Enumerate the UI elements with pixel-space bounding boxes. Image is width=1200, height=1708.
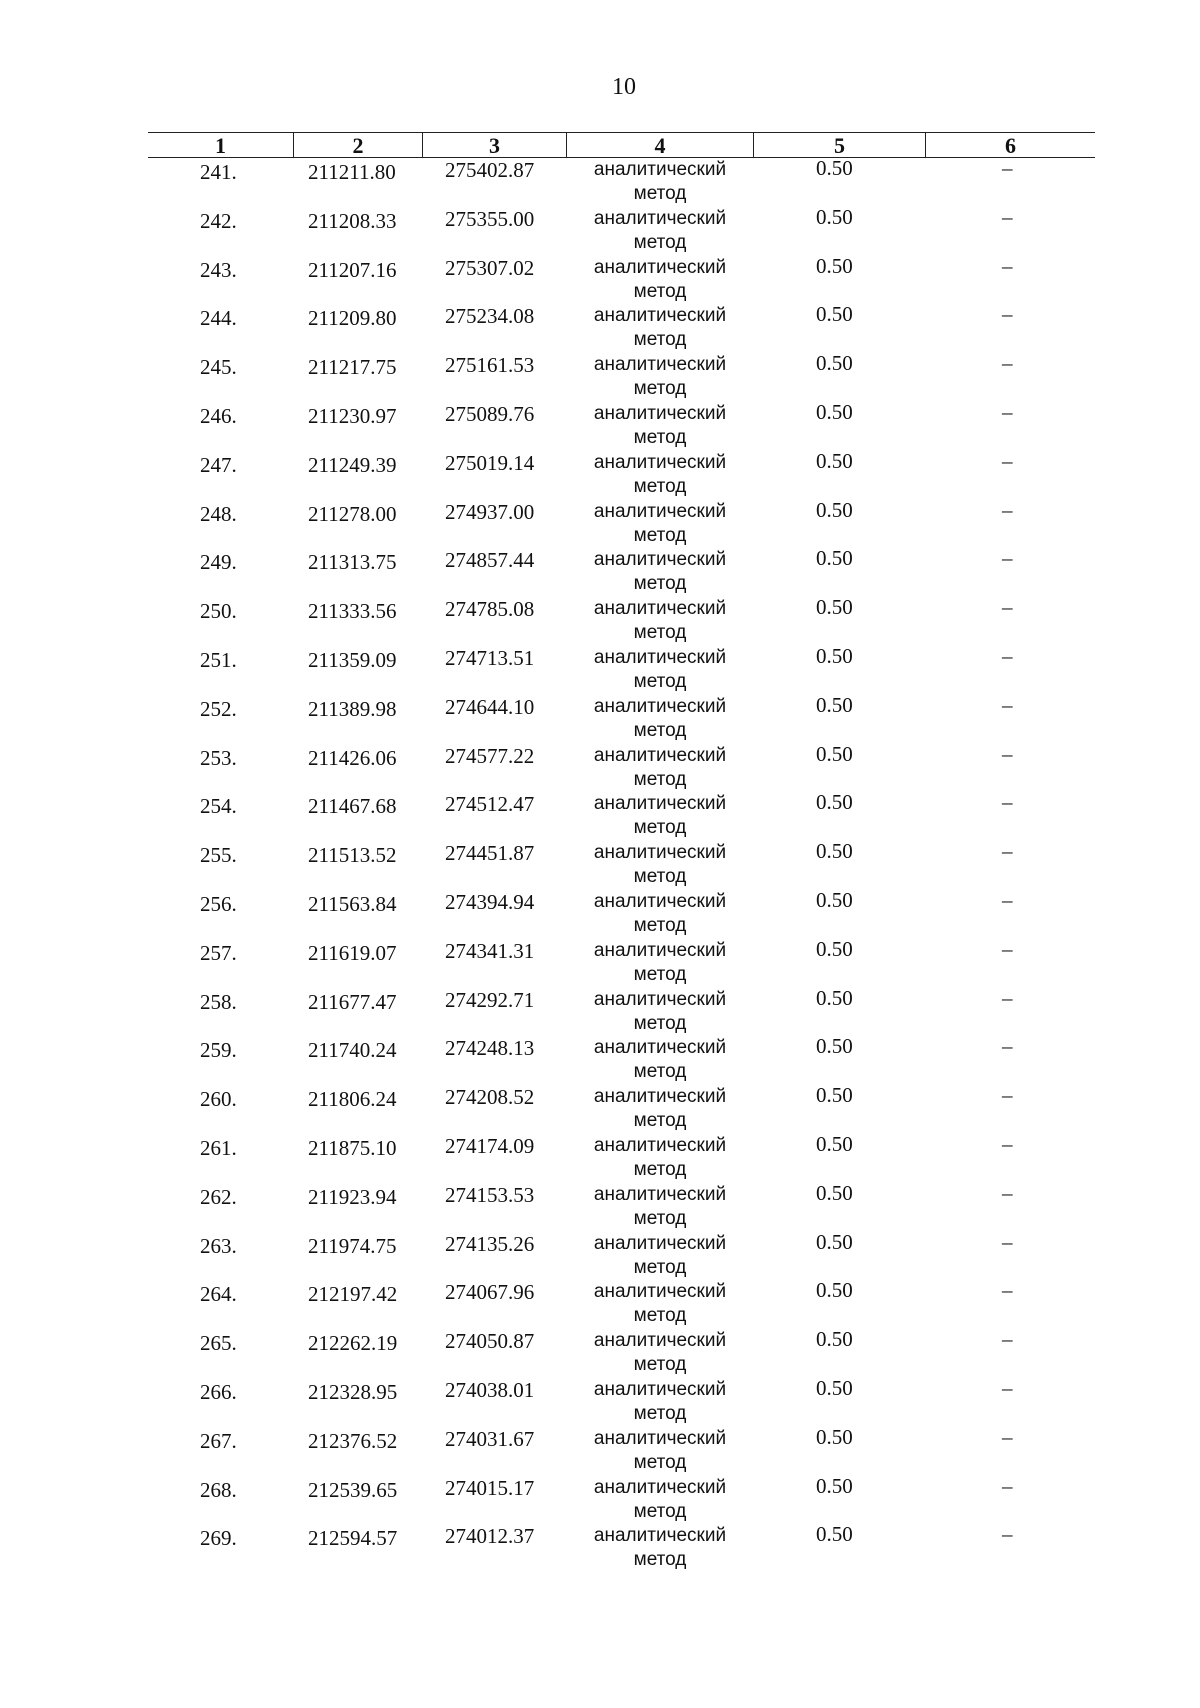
- method-line-1: аналитический: [593, 354, 727, 376]
- note-dash: –: [1002, 546, 1013, 571]
- method-line-1: аналитический: [593, 1134, 727, 1156]
- method-line-1: аналитический: [593, 1427, 727, 1449]
- method-line-2: метод: [633, 866, 687, 888]
- method-line-1: аналитический: [593, 1232, 727, 1254]
- coordinate-y: 275089.76: [445, 401, 535, 426]
- method-line-1: аналитический: [593, 1476, 727, 1498]
- coordinate-y: 274713.51: [445, 645, 535, 670]
- note-dash: –: [1002, 302, 1013, 327]
- method-line-2: метод: [633, 1549, 687, 1571]
- method-line-1: аналитический: [593, 1281, 727, 1303]
- table-row: [0, 302, 1200, 351]
- coordinate-y: 274292.71: [445, 987, 535, 1012]
- coordinate-y: 274341.31: [445, 938, 535, 963]
- method-line-1: аналитический: [593, 842, 727, 864]
- method-cell: [580, 1134, 740, 1182]
- point-number: 248.: [200, 501, 237, 526]
- table-row: [0, 1278, 1200, 1327]
- table-row: [0, 839, 1200, 888]
- coordinate-y: 275355.00: [445, 206, 535, 231]
- accuracy-value: 0.50: [816, 156, 853, 180]
- note-dash: –: [1002, 936, 1013, 961]
- note-dash: –: [1002, 351, 1013, 376]
- table-row: [0, 1132, 1200, 1181]
- coordinate-y: 274174.09: [445, 1133, 535, 1158]
- point-number: 247.: [200, 452, 237, 477]
- method-line-2: метод: [633, 1012, 687, 1034]
- point-number: 246.: [200, 403, 237, 428]
- coordinate-x: 212594.57: [308, 1526, 398, 1551]
- table-row: [0, 254, 1200, 303]
- coordinate-x: 212197.42: [308, 1282, 398, 1307]
- point-number: 256.: [200, 891, 237, 916]
- coordinate-y: 275019.14: [445, 450, 535, 475]
- accuracy-value: 0.50: [816, 741, 853, 766]
- method-line-2: метод: [633, 573, 687, 595]
- coordinate-y: 274785.08: [445, 597, 535, 622]
- header-col-4: 4: [566, 133, 753, 157]
- method-line-2: метод: [633, 719, 687, 741]
- method-cell: [580, 744, 740, 792]
- method-line-1: аналитический: [593, 598, 727, 620]
- table-row: [0, 644, 1200, 693]
- note-dash: –: [1002, 1278, 1013, 1303]
- coordinate-x: 211207.16: [308, 257, 397, 282]
- point-number: 260.: [200, 1087, 237, 1112]
- point-number: 257.: [200, 940, 237, 965]
- method-cell: [580, 353, 740, 401]
- point-number: 253.: [200, 745, 237, 770]
- table-row: [0, 400, 1200, 449]
- point-number: 266.: [200, 1379, 237, 1404]
- accuracy-value: 0.50: [816, 351, 853, 376]
- note-dash: –: [1002, 253, 1013, 278]
- coordinate-y: 275234.08: [445, 304, 535, 329]
- coordinate-y: 274067.96: [445, 1280, 535, 1305]
- coordinate-y: 274644.10: [445, 694, 535, 719]
- table-row: [0, 449, 1200, 498]
- method-cell: [580, 207, 740, 255]
- method-cell: [580, 1085, 740, 1133]
- method-line-1: аналитический: [593, 451, 727, 473]
- method-line-1: аналитический: [593, 988, 727, 1010]
- method-line-1: аналитический: [593, 890, 727, 912]
- method-cell: [580, 988, 740, 1036]
- method-line-2: метод: [633, 475, 687, 497]
- accuracy-value: 0.50: [816, 985, 853, 1010]
- method-line-2: метод: [633, 183, 687, 204]
- coordinate-x: 212376.52: [308, 1428, 398, 1453]
- coordinate-y: 275161.53: [445, 353, 535, 378]
- note-dash: –: [1002, 1131, 1013, 1156]
- method-cell: [580, 1232, 740, 1280]
- method-line-1: аналитический: [593, 159, 727, 180]
- table-row: [0, 790, 1200, 839]
- method-line-2: метод: [633, 1110, 687, 1132]
- accuracy-value: 0.50: [816, 253, 853, 278]
- point-number: 265.: [200, 1331, 237, 1356]
- method-cell: [580, 1183, 740, 1231]
- method-cell: [580, 304, 740, 352]
- note-dash: –: [1002, 1180, 1013, 1205]
- point-number: 264.: [200, 1282, 237, 1307]
- coordinate-x: 211467.68: [308, 794, 397, 819]
- accuracy-value: 0.50: [816, 1375, 853, 1400]
- accuracy-value: 0.50: [816, 839, 853, 864]
- table-header: [148, 132, 1095, 158]
- coordinate-y: 274248.13: [445, 1036, 535, 1061]
- table-row: [0, 1230, 1200, 1279]
- method-line-1: аналитический: [593, 256, 727, 278]
- coordinate-x: 211333.56: [308, 599, 397, 624]
- point-number: 267.: [200, 1428, 237, 1453]
- coordinate-x: 211923.94: [308, 1184, 397, 1209]
- note-dash: –: [1002, 595, 1013, 620]
- method-cell: [580, 1280, 740, 1328]
- table-row: [0, 986, 1200, 1035]
- header-col-5: 5: [753, 133, 925, 157]
- method-line-2: метод: [633, 280, 687, 302]
- point-number: 241.: [200, 160, 237, 184]
- method-line-2: метод: [633, 817, 687, 839]
- note-dash: –: [1002, 1375, 1013, 1400]
- coordinate-x: 211208.33: [308, 208, 397, 233]
- method-cell: [580, 597, 740, 645]
- method-line-2: метод: [633, 1500, 687, 1522]
- method-line-1: аналитический: [593, 1330, 727, 1352]
- table-row: [0, 1425, 1200, 1474]
- point-number: 250.: [200, 599, 237, 624]
- coordinate-y: 274153.53: [445, 1182, 535, 1207]
- coordinate-x: 211389.98: [308, 696, 397, 721]
- point-number: 262.: [200, 1184, 237, 1209]
- method-line-2: метод: [633, 622, 687, 644]
- method-cell: [580, 890, 740, 938]
- header-col-1: 1: [215, 133, 226, 158]
- note-dash: –: [1002, 1424, 1013, 1449]
- coordinate-y: 275307.02: [445, 255, 535, 280]
- method-cell: [580, 500, 740, 548]
- coordinate-x: 211563.84: [308, 891, 397, 916]
- table-row: [0, 205, 1200, 254]
- accuracy-value: 0.50: [816, 1180, 853, 1205]
- method-cell: [580, 646, 740, 694]
- table-row: [0, 1034, 1200, 1083]
- note-dash: –: [1002, 1327, 1013, 1352]
- coordinate-x: 211217.75: [308, 355, 397, 380]
- point-number: 245.: [200, 355, 237, 380]
- point-number: 259.: [200, 1038, 237, 1063]
- accuracy-value: 0.50: [816, 204, 853, 229]
- method-cell: [580, 548, 740, 596]
- coordinate-y: 274031.67: [445, 1426, 535, 1451]
- point-number: 243.: [200, 257, 237, 282]
- note-dash: –: [1002, 1083, 1013, 1108]
- method-line-2: метод: [633, 963, 687, 985]
- coordinate-x: 211209.80: [308, 306, 397, 331]
- coordinate-x: 211359.09: [308, 647, 397, 672]
- table-row: [0, 156, 1200, 205]
- coordinate-y: 274038.01: [445, 1377, 535, 1402]
- coordinate-x: 211249.39: [308, 452, 397, 477]
- method-cell: [580, 841, 740, 889]
- coordinate-x: 211619.07: [308, 940, 397, 965]
- note-dash: –: [1002, 790, 1013, 815]
- coordinate-x: 211806.24: [308, 1087, 397, 1112]
- accuracy-value: 0.50: [816, 1083, 853, 1108]
- coordinate-x: 211230.97: [308, 403, 397, 428]
- coordinate-x: 211974.75: [308, 1233, 397, 1258]
- accuracy-value: 0.50: [816, 790, 853, 815]
- coordinate-x: 212328.95: [308, 1379, 398, 1404]
- note-dash: –: [1002, 1473, 1013, 1498]
- coordinate-y: 274512.47: [445, 792, 535, 817]
- method-line-2: метод: [633, 1354, 687, 1376]
- accuracy-value: 0.50: [816, 1278, 853, 1303]
- point-number: 249.: [200, 550, 237, 575]
- coordinate-x: 211513.52: [308, 843, 397, 868]
- note-dash: –: [1002, 1522, 1013, 1547]
- table-row: [0, 595, 1200, 644]
- method-cell: [580, 1378, 740, 1426]
- method-line-1: аналитический: [593, 305, 727, 327]
- note-dash: –: [1002, 1034, 1013, 1059]
- method-line-2: метод: [633, 378, 687, 400]
- table-row: [0, 351, 1200, 400]
- header-col-6: 6: [925, 133, 1095, 157]
- table-row: [0, 1327, 1200, 1376]
- note-dash: –: [1002, 643, 1013, 668]
- coordinate-y: 274451.87: [445, 841, 535, 866]
- point-number: 255.: [200, 843, 237, 868]
- accuracy-value: 0.50: [816, 692, 853, 717]
- note-dash: –: [1002, 204, 1013, 229]
- method-line-2: метод: [633, 1402, 687, 1424]
- coordinate-x: 211211.80: [308, 160, 396, 184]
- method-cell: [580, 158, 740, 206]
- method-line-1: аналитический: [593, 646, 727, 668]
- point-number: 251.: [200, 647, 237, 672]
- coordinate-y: 274577.22: [445, 743, 535, 768]
- note-dash: –: [1002, 156, 1013, 180]
- note-dash: –: [1002, 692, 1013, 717]
- coordinate-x: 211875.10: [308, 1135, 397, 1160]
- accuracy-value: 0.50: [816, 1131, 853, 1156]
- table-row: [0, 1522, 1200, 1571]
- table-row: [0, 742, 1200, 791]
- table-row: [0, 1181, 1200, 1230]
- coordinate-x: 211278.00: [308, 501, 397, 526]
- method-cell: [580, 939, 740, 987]
- note-dash: –: [1002, 497, 1013, 522]
- method-line-2: метод: [633, 1207, 687, 1229]
- method-cell: [580, 256, 740, 304]
- point-number: 258.: [200, 989, 237, 1014]
- coordinate-y: 274857.44: [445, 548, 535, 573]
- coordinate-y: 274012.37: [445, 1524, 535, 1549]
- coordinate-x: 211313.75: [308, 550, 397, 575]
- method-line-2: метод: [633, 670, 687, 692]
- accuracy-value: 0.50: [816, 595, 853, 620]
- method-line-2: метод: [633, 1305, 687, 1327]
- accuracy-value: 0.50: [816, 302, 853, 327]
- table-row: [0, 1474, 1200, 1523]
- method-line-1: аналитический: [593, 1037, 727, 1059]
- table-row: [0, 1083, 1200, 1132]
- coordinate-y: 274050.87: [445, 1329, 535, 1354]
- accuracy-value: 0.50: [816, 1473, 853, 1498]
- method-line-2: метод: [633, 329, 687, 351]
- method-line-1: аналитический: [593, 1378, 727, 1400]
- method-line-1: аналитический: [593, 1183, 727, 1205]
- note-dash: –: [1002, 985, 1013, 1010]
- method-line-1: аналитический: [593, 1086, 727, 1108]
- method-line-2: метод: [633, 914, 687, 936]
- point-number: 254.: [200, 794, 237, 819]
- accuracy-value: 0.50: [816, 1229, 853, 1254]
- table-body: [0, 156, 1200, 1571]
- point-number: 244.: [200, 306, 237, 331]
- coordinate-y: 275402.87: [445, 158, 535, 182]
- note-dash: –: [1002, 741, 1013, 766]
- accuracy-value: 0.50: [816, 1424, 853, 1449]
- method-line-2: метод: [633, 524, 687, 546]
- coordinate-x: 211677.47: [308, 989, 397, 1014]
- accuracy-value: 0.50: [816, 936, 853, 961]
- header-col-3: 3: [422, 133, 566, 157]
- accuracy-value: 0.50: [816, 887, 853, 912]
- note-dash: –: [1002, 887, 1013, 912]
- point-number: 269.: [200, 1526, 237, 1551]
- note-dash: –: [1002, 1229, 1013, 1254]
- method-cell: [580, 451, 740, 499]
- coordinate-x: 212262.19: [308, 1331, 398, 1356]
- table-row: [0, 498, 1200, 547]
- method-line-1: аналитический: [593, 793, 727, 815]
- point-number: 263.: [200, 1233, 237, 1258]
- point-number: 252.: [200, 696, 237, 721]
- method-line-2: метод: [633, 768, 687, 790]
- method-line-1: аналитический: [593, 500, 727, 522]
- coordinate-y: 274135.26: [445, 1231, 535, 1256]
- accuracy-value: 0.50: [816, 448, 853, 473]
- table-row: [0, 693, 1200, 742]
- point-number: 242.: [200, 208, 237, 233]
- accuracy-value: 0.50: [816, 1522, 853, 1547]
- table-row: [0, 1376, 1200, 1425]
- method-cell: [580, 1427, 740, 1475]
- method-cell: [580, 792, 740, 840]
- note-dash: –: [1002, 448, 1013, 473]
- accuracy-value: 0.50: [816, 1034, 853, 1059]
- method-line-1: аналитический: [593, 1525, 727, 1547]
- method-line-1: аналитический: [593, 207, 727, 229]
- method-line-2: метод: [633, 1256, 687, 1278]
- method-line-2: метод: [633, 1061, 687, 1083]
- method-line-1: аналитический: [593, 402, 727, 424]
- coordinate-y: 274015.17: [445, 1475, 535, 1500]
- accuracy-value: 0.50: [816, 643, 853, 668]
- method-line-1: аналитический: [593, 744, 727, 766]
- table-row: [0, 546, 1200, 595]
- method-line-2: метод: [633, 426, 687, 448]
- method-line-1: аналитический: [593, 549, 727, 571]
- note-dash: –: [1002, 839, 1013, 864]
- coordinate-x: 211740.24: [308, 1038, 397, 1063]
- method-cell: [580, 1329, 740, 1377]
- accuracy-value: 0.50: [816, 399, 853, 424]
- coordinate-x: 211426.06: [308, 745, 397, 770]
- coordinate-y: 274208.52: [445, 1085, 535, 1110]
- coordinate-x: 212539.65: [308, 1477, 398, 1502]
- accuracy-value: 0.50: [816, 1327, 853, 1352]
- header-col-2: 2: [293, 133, 422, 157]
- point-number: 261.: [200, 1135, 237, 1160]
- method-line-1: аналитический: [593, 695, 727, 717]
- method-cell: [580, 402, 740, 450]
- method-line-1: аналитический: [593, 939, 727, 961]
- point-number: 268.: [200, 1477, 237, 1502]
- note-dash: –: [1002, 399, 1013, 424]
- method-line-2: метод: [633, 231, 687, 253]
- method-cell: [580, 1036, 740, 1084]
- table-row: [0, 937, 1200, 986]
- method-line-2: метод: [633, 1451, 687, 1473]
- coordinate-y: 274394.94: [445, 889, 535, 914]
- method-cell: [580, 1524, 740, 1572]
- method-cell: [580, 695, 740, 743]
- method-cell: [580, 1476, 740, 1524]
- table-row: [0, 888, 1200, 937]
- accuracy-value: 0.50: [816, 546, 853, 571]
- coordinate-y: 274937.00: [445, 499, 535, 524]
- page-number: 10: [612, 74, 636, 100]
- accuracy-value: 0.50: [816, 497, 853, 522]
- method-line-2: метод: [633, 1158, 687, 1180]
